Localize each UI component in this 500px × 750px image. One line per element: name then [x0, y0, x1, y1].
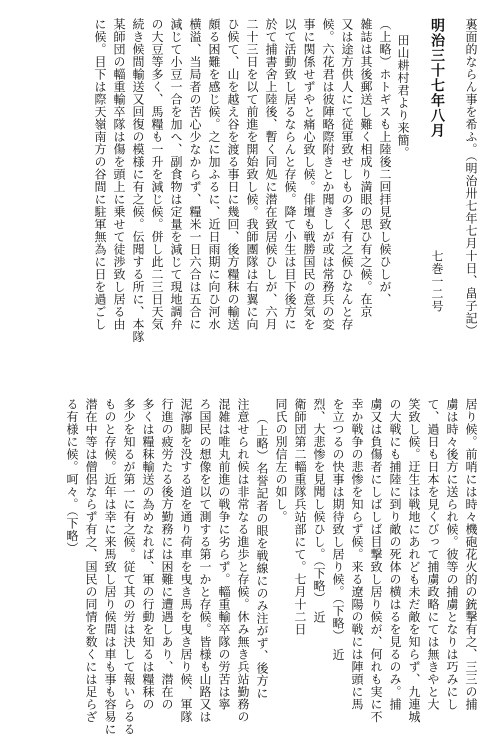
upper-column: ひ候て、山を越え谷を渡る事日に幾回、後方糧秣の輸送: [226, 18, 240, 331]
upper-column: の大豆等多く、馬糧も一升を減じ候。併し此二三日天気: [150, 18, 164, 331]
upper-column: 二十三日を以て前進を開始致し候。我師團隊は右翼に向: [245, 18, 259, 331]
lower-column: を立つるの快事は期待致し居り候。（下略） 近: [331, 398, 345, 661]
lower-column: 同氏の別信左の如し。: [274, 398, 288, 523]
lower-column: ろ国民の想像を以て測する第一かと存候。皆様も山路又は: [198, 398, 212, 723]
section-heading-date: 明治三十七年八月: [429, 18, 445, 138]
upper-column: 続き候間輸送又回復の模様に有之候。伝聞する所に、本隊: [131, 18, 145, 343]
section-volume-number: 七巻一二号: [430, 250, 444, 313]
lower-column: 多少を知るが第一に有之候。従て其の労は決して報いらるる: [122, 398, 136, 736]
lower-column: 注意せられ候は非常なる進歩と存候。休み無き兵站勤務の: [236, 398, 250, 723]
letter-source-line: 田山耕村君より来簡。: [396, 34, 410, 159]
lower-column: て、過日も日本を見くびって捕虜政略にては無きやと大: [426, 398, 440, 711]
lower-column: 多くは糧秣輸送の為めなれば、軍の行動を知るは糧秣の: [141, 398, 155, 711]
lower-column: 衛師団第二輜重隊兵站部にて。七月十二日: [293, 398, 307, 636]
upper-column: 減じて小豆一合を加へ、副食物は定量を減じて現地調弁: [169, 18, 183, 331]
lower-column: 幸か戦争の悲惨を知らず候。来る遼陽の戦には陣頭に馬: [350, 398, 364, 711]
lower-column: 烈、大悲惨を見聞し候ひし。（下略） 近: [312, 398, 326, 624]
upper-column: 頗る困難を感じ候。之に加ふるに、近日雨期に向ひ河水: [207, 18, 221, 331]
upper-column: （上略）ホトギスも上陸後二回拝見致し候ひしが、: [378, 18, 392, 306]
lower-column: 虜は時々後方に送られ候。彼等の捕虜となりは巧みにし: [445, 398, 459, 711]
lower-column: 潜在中等は僧侶ならず有之、国民の同情を数くには足らざ: [84, 398, 98, 723]
upper-column-closing: 裏面的ならん事を希ふ。（明治卅七年七月十日、畠子記）: [464, 18, 478, 337]
lower-column: 虜又は負傷者にしばしば目撃致し居り候が、何れも実に不: [369, 398, 383, 723]
upper-column: 候。六花君は彼陣略際附きとか聞きしが或は常務兵の変: [321, 18, 335, 331]
upper-column: 事に関係せずやと痛心致し候。俳壇も戦勝国民の意気を: [302, 18, 316, 331]
upper-column: 以て活動致し居るならんと存候。降て小生は目下後方に: [283, 18, 297, 331]
lower-column: 泥濘脚を没する道を通り荷車を曳き馬を曳き居り候、軍隊: [179, 398, 193, 723]
lower-column: 居り候。前哨には時々機砲花火的の銃撃有之、三三の捕: [464, 398, 478, 711]
lower-column: （上略）名誉記者の眼を戦線にのみ注がず、後方に: [255, 412, 269, 700]
upper-column: 雑誌は其後郵送し難く相成り満眼の思ひ有之候。在京: [359, 18, 373, 318]
upper-column: 横溢、当局者の苦心少なからず、糧米一日六合は五合に: [188, 18, 202, 331]
upper-column: 於て捕書舍上陸後、暫く同処に潜在致居候ひしが、六月: [264, 18, 278, 331]
lower-column: 行進の疲労たる後方勤務には困難に遭遇しあり、潜在の: [160, 398, 174, 711]
upper-column: 某師団の輜重輸卒隊は傷を頭上に乗せて徒渉致し居る由: [112, 18, 126, 331]
lower-column: る有様に候。呵々。（下略）: [65, 398, 79, 555]
upper-column: に候。目下は際天嶺南方の谷間に駐軍無為に日を過ごし: [93, 18, 107, 331]
lower-column: 混雑は唯丸前進の戦争に劣らず。輜重輸卒隊の労苦は寧: [217, 398, 231, 711]
lower-column: ものと存候。近年は幸に来馬致し居り候間は車も事も容易に: [103, 398, 117, 736]
upper-column: 又は途方供人にて従軍致せしもの多く有之候ひなんと存: [340, 18, 354, 331]
lower-column: の大戦にも捕陸に到り敵の死体の横はるを見るのみ。捕: [388, 398, 402, 711]
lower-column: 笑致し候。迂生は戦地にあれども未だ敵を知らず、九連城: [407, 398, 421, 723]
